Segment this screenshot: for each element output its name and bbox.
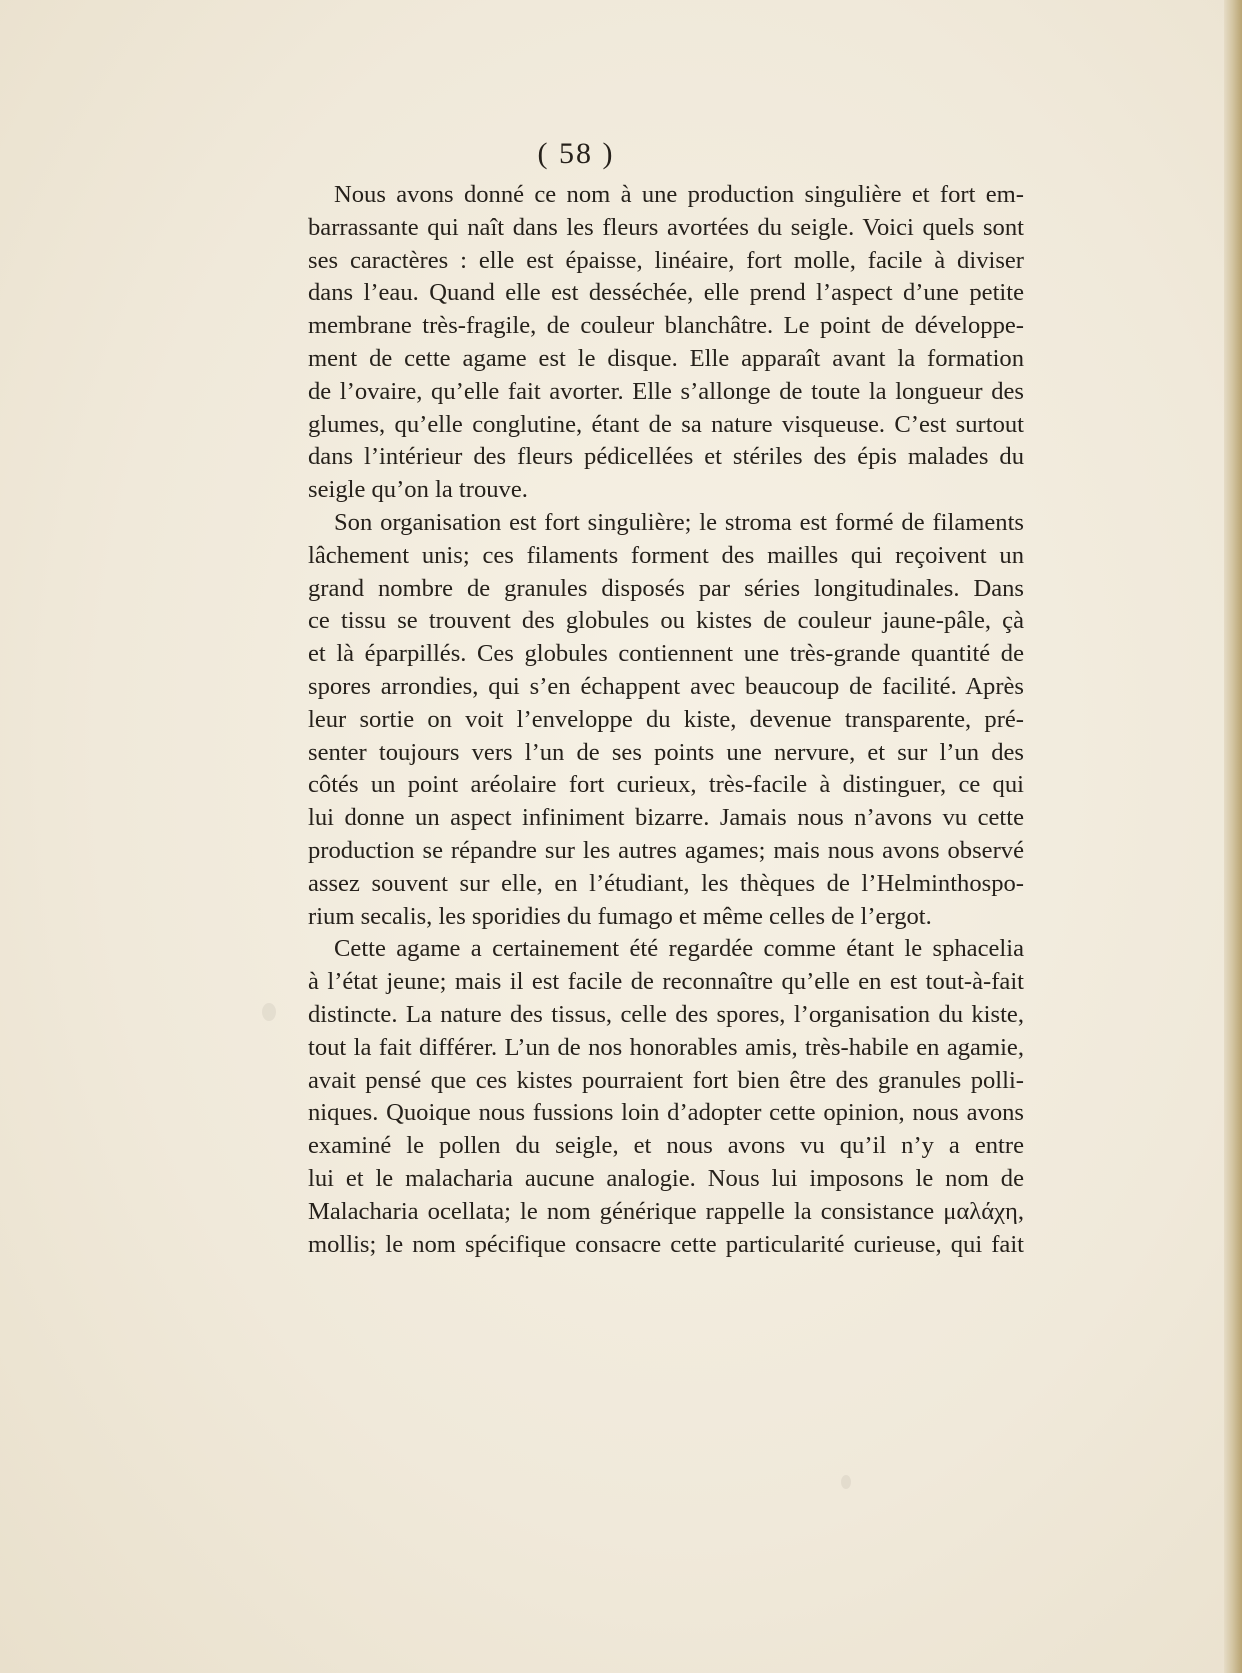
page-number: ( 58 ) xyxy=(537,137,615,170)
text-line: senter toujours vers l’un de ses points une nervure, et sur l’un des xyxy=(308,738,1024,766)
text-line: tout la fait différer. L’un de nos honorables amis, très-habile en agamie, xyxy=(308,1033,1024,1061)
text-line: dans l’intérieur des fleurs pédicellées et stériles des épis malades du xyxy=(308,443,1024,471)
text-line: membrane très-fragile, de couleur blanchâtre. Le point de développe- xyxy=(308,312,1024,340)
text-line: Cette agame a certainement été regardée comme étant le sphacelia xyxy=(334,935,1024,963)
text-line: Malacharia ocellata; le nom générique rappelle la consistance μαλάχη, xyxy=(308,1197,1024,1225)
text-line: de l’ovaire, qu’elle fait avorter. Elle s’allonge de toute la longueur des xyxy=(308,377,1024,405)
text-line: ce tissu se trouvent des globules ou kistes de couleur jaune-pâle, çà xyxy=(308,607,1024,635)
text-line: ses caractères : elle est épaisse, linéaire, fort molle, facile à diviser xyxy=(308,246,1024,274)
text-line: dans l’eau. Quand elle est desséchée, elle prend l’aspect d’une petite xyxy=(308,279,1024,307)
text-line: côtés un point aréolaire fort curieux, très-facile à distinguer, ce qui xyxy=(308,771,1024,799)
text-line: seigle qu’on la trouve. xyxy=(308,476,528,504)
text-line: ment de cette agame est le disque. Elle apparaît avant la formation xyxy=(308,344,1024,372)
text-line: spores arrondies, qui s’en échappent avec beaucoup de facilité. Après xyxy=(308,672,1024,700)
text-line: lui donne un aspect infiniment bizarre. Jamais nous n’avons vu cette xyxy=(308,804,1024,832)
page-edge-shadow xyxy=(1224,0,1242,1673)
text-line: glumes, qu’elle conglutine, étant de sa nature visqueuse. C’est surtout xyxy=(308,410,1024,438)
page-stain xyxy=(262,1003,276,1021)
text-line: assez souvent sur elle, en l’étudiant, les thèques de l’Helminthospo- xyxy=(308,869,1024,897)
text-line: grand nombre de granules disposés par séries longitudinales. Dans xyxy=(308,574,1024,602)
text-line: Son organisation est fort singulière; le stroma est formé de filaments xyxy=(334,508,1024,536)
text-line: à l’état jeune; mais il est facile de reconnaître qu’elle en est tout-à-fait xyxy=(308,968,1024,996)
text-line: production se répandre sur les autres agames; mais nous avons observé xyxy=(308,836,1024,864)
text-line: lui et le malacharia aucune analogie. Nous lui imposons le nom de xyxy=(308,1164,1024,1192)
page-stain xyxy=(841,1475,851,1489)
text-line: niques. Quoique nous fussions loin d’adopter cette opinion, nous avons xyxy=(308,1099,1024,1127)
text-line: barrassante qui naît dans les fleurs avortées du seigle. Voici quels sont xyxy=(308,213,1024,241)
text-line: avait pensé que ces kistes pourraient fort bien être des granules polli- xyxy=(308,1066,1024,1094)
text-line: et là éparpillés. Ces globules contiennent une très-grande quantité de xyxy=(308,640,1024,668)
body-text xyxy=(308,179,1024,1261)
text-line: rium secalis, les sporidies du fumago et même celles de l’ergot. xyxy=(308,902,932,930)
text-line: lâchement unis; ces filaments forment des mailles qui reçoivent un xyxy=(308,541,1024,569)
text-line: Nous avons donné ce nom à une production singulière et fort em- xyxy=(334,181,1024,208)
text-line: distincte. La nature des tissus, celle des spores, l’organisation du kiste, xyxy=(308,1000,1024,1028)
text-line: mollis; le nom spécifique consacre cette particularité curieuse, qui fait xyxy=(308,1230,1024,1258)
text-line: leur sortie on voit l’enveloppe du kiste, devenue transparente, pré- xyxy=(308,705,1024,733)
text-line: examiné le pollen du seigle, et nous avons vu qu’il n’y a entre xyxy=(308,1132,1024,1160)
